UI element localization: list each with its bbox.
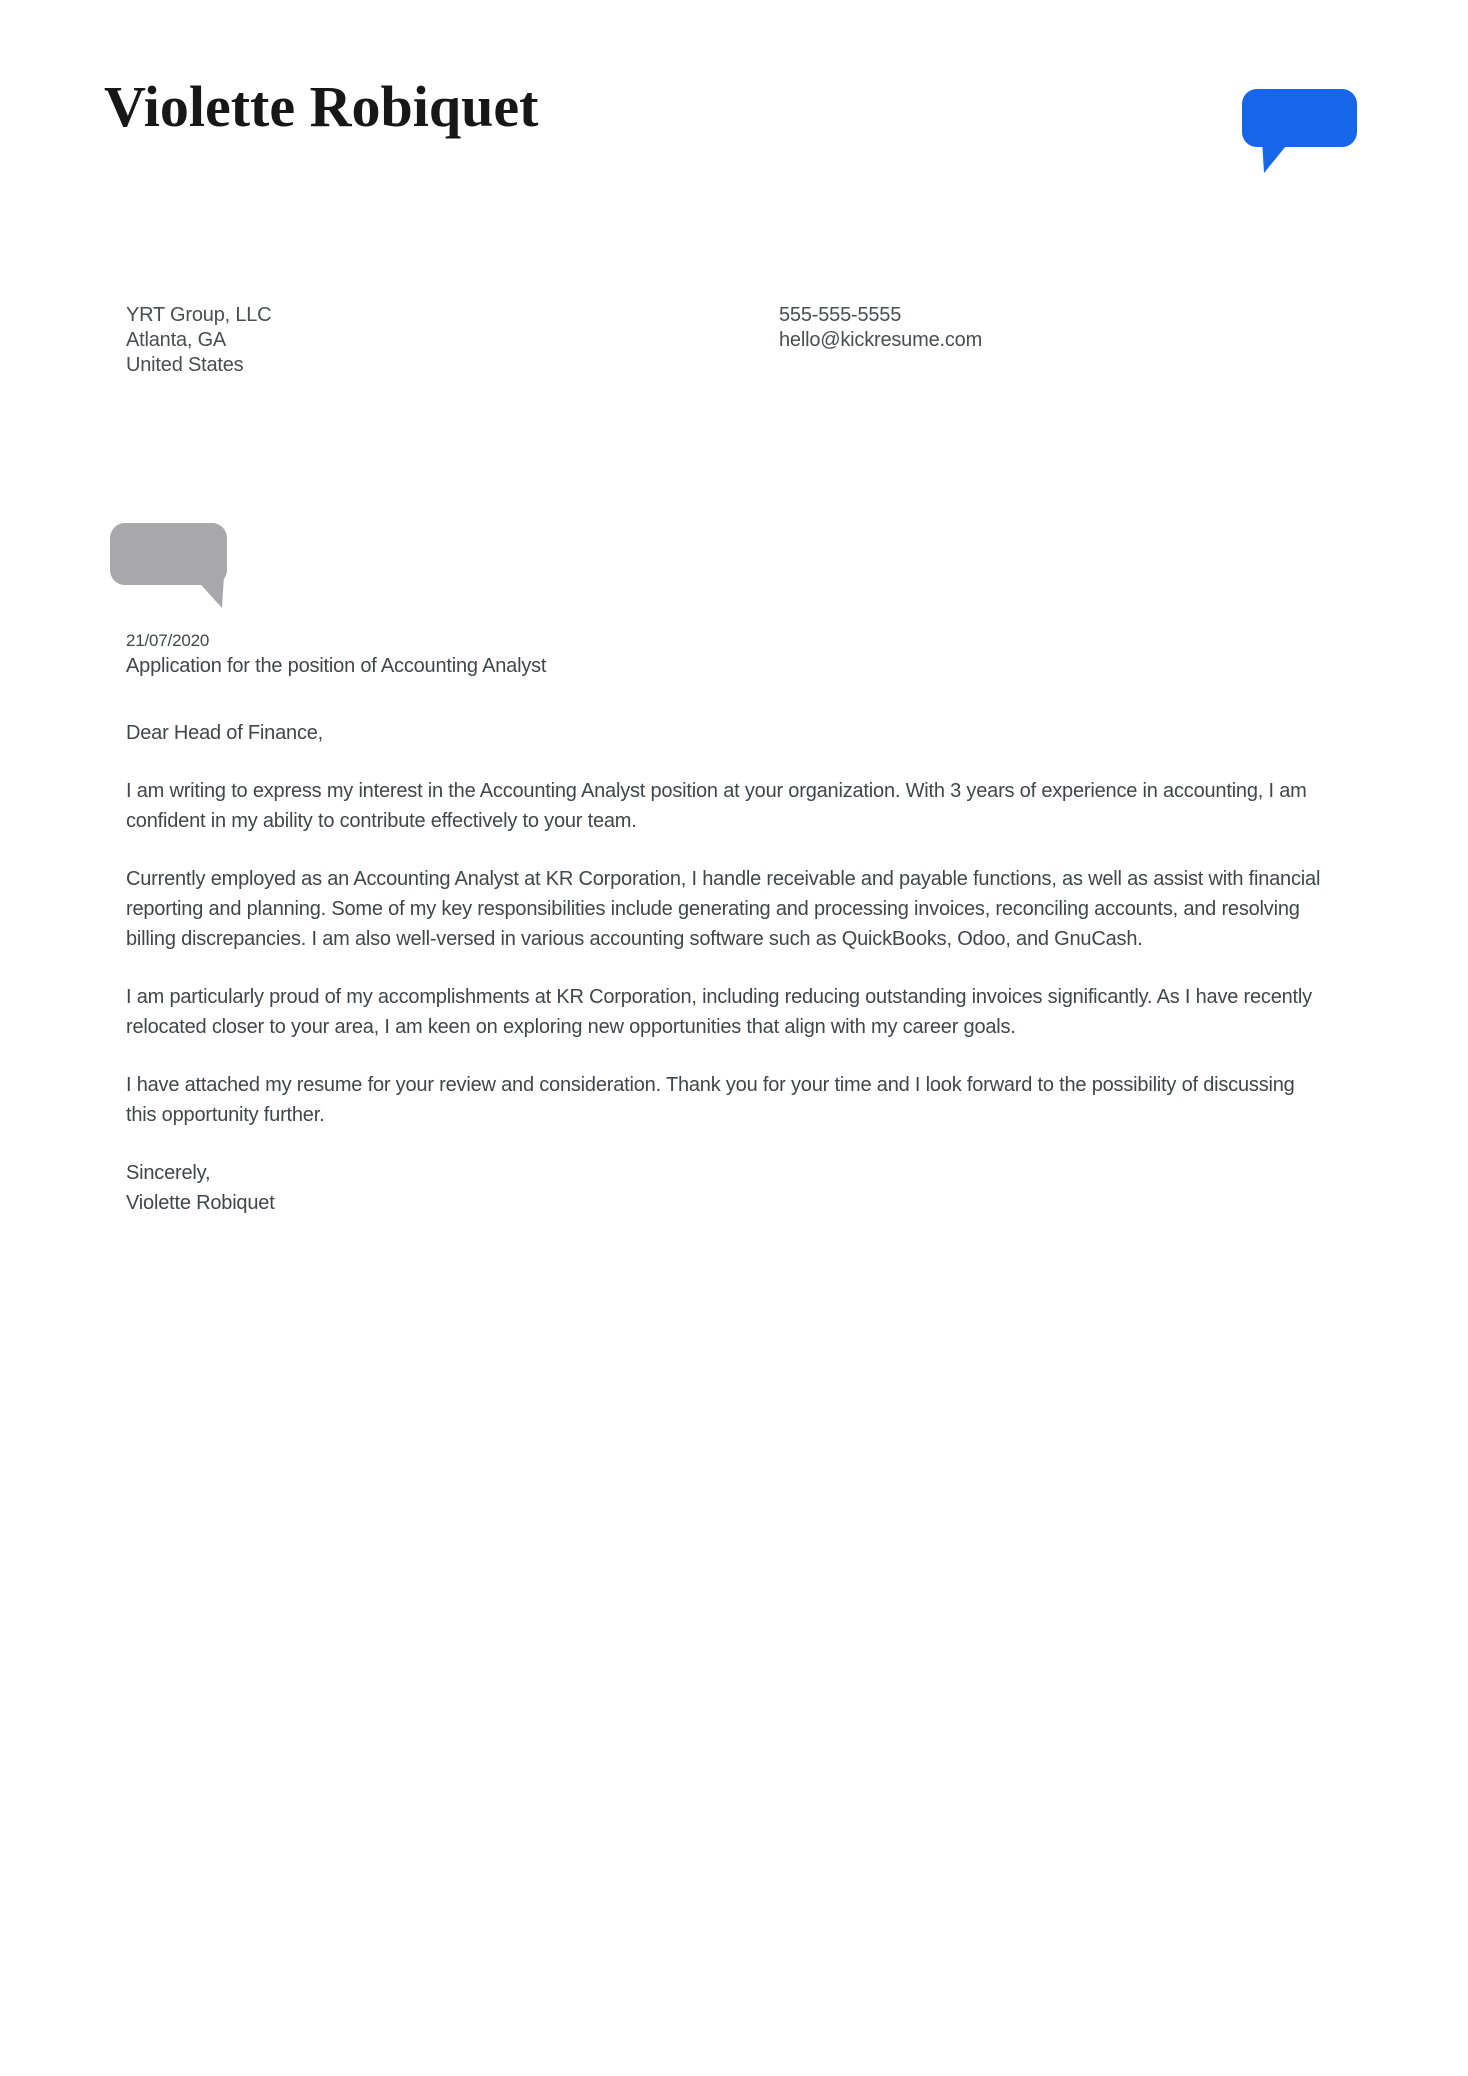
contact-section (126, 303, 1342, 378)
page-title: Violette Robiquet (104, 74, 539, 139)
sender-phone: 555-555-5555 (779, 304, 902, 326)
recipient-address (126, 303, 779, 378)
recipient-city: Atlanta, GA (126, 329, 227, 351)
letter-paragraph-2: Currently employed as an Accounting Analyst at KR Corporation, I handle receivable and payable functions, as well as assist with financial reporting and planning. Some of my key responsibilities include generating and processing invoices, reconciling accounts, and resolving billing discrepancies. I am also well-versed in various accounting software such as QuickBooks, Odoo, and GnuCash. (126, 868, 1321, 950)
letter-closing: Sincerely, (126, 1162, 211, 1184)
letter-salutation: Dear Head of Finance, (126, 722, 324, 744)
letter-subject: Application for the position of Accounting Analyst (126, 655, 547, 677)
letter-signature: Violette Robiquet (126, 1192, 275, 1214)
letter-body (126, 630, 1326, 1218)
recipient-country: United States (126, 354, 244, 376)
recipient-company: YRT Group, LLC (126, 304, 272, 326)
brand-speech-bubble-icon (1242, 89, 1357, 173)
sender-email: hello@kickresume.com (779, 329, 983, 351)
letter-speech-bubble-icon (110, 523, 227, 608)
letter-paragraph-3: I am particularly proud of my accomplishments at KR Corporation, including reducing outstanding invoices significantly. As I have recently relocated closer to your area, I am keen on exploring new opportunities that align with my career goals. (126, 986, 1312, 1038)
letter-date: 21/07/2020 (126, 631, 210, 650)
sender-contact (779, 303, 1342, 378)
letter-paragraph-4: I have attached my resume for your review and consideration. Thank you for your time and I look forward to the possibility of discussing this opportunity further. (126, 1074, 1295, 1126)
letter-paragraph-1: I am writing to express my interest in the Accounting Analyst position at your organization. With 3 years of experience in accounting, I am confident in my ability to contribute effectively to your team. (126, 780, 1307, 832)
